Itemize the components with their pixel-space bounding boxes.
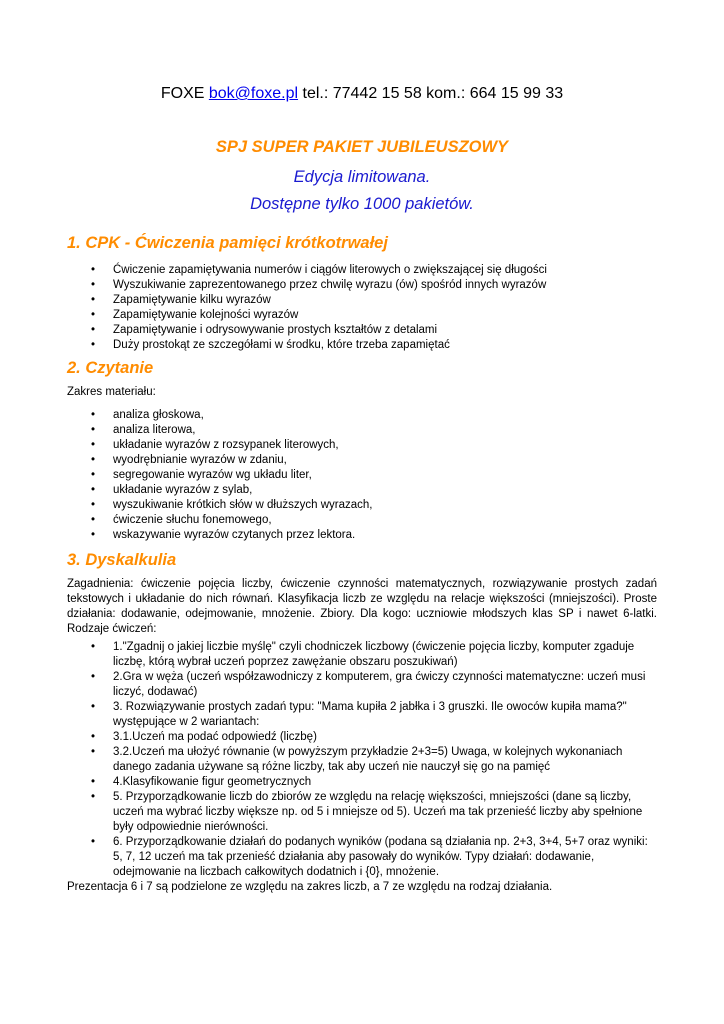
list-item: • Ćwiczenie zapamiętywania numerów i ciągów literowych o zwiększającej się długości — [67, 263, 657, 278]
list-item: • analiza głoskowa, — [67, 408, 657, 423]
list-item: • 4.Klasyfikowanie figur geometrycznych — [67, 775, 657, 790]
list-item: • 5. Przyporządkowanie liczb do zbiorów ze względu na relację większości, mniejszości (dane są liczby, uczeń ma wybrać liczby większe np. od 5 i mniejsze od 5). Uczeń ma tak przenieść liczby aby spełnione były odpowiednie nierówności. — [67, 790, 657, 835]
list-item: • Zapamiętywanie i odrysowywanie prostych kształtów z detalami — [67, 323, 657, 338]
list-item: • wyszukiwanie krótkich słów w dłuższych wyrazach, — [67, 498, 657, 513]
list-item: • wyodrębnianie wyrazów w zdaniu, — [67, 453, 657, 468]
list-item: • 6. Przyporządkowanie działań do podanych wyników (podana są działania np. 2+3, 3+4, 5+7 oraz wyniki: 5, 7, 12 uczeń ma tak przenieść działania aby pasowały do wyników. Typy działań: dodawanie, odejmowanie na liczbach całkowitych dodatnich i {0}, mnożenie. — [67, 835, 657, 880]
section-heading-cpk: 1. CPK - Ćwiczenia pamięci krótkotrwałej — [67, 234, 388, 252]
list-item: • układanie wyrazów z sylab, — [67, 483, 657, 498]
list-item: • 1."Zgadnij o jakiej liczbie myślę" czyli chodniczek liczbowy (ćwiczenie pojęcia liczby, komputer zgaduje liczbę, którą wybrał uczeń poprzez zawężanie obszaru poszukiwań) — [67, 640, 657, 670]
list-item: • Duży prostokąt ze szczegółami w środku, które trzeba zapamiętać — [67, 338, 657, 353]
section-list-dyskalkulia — [67, 640, 657, 880]
subtitle-availability: Dostępne tylko 1000 pakietów. — [250, 195, 474, 213]
section-heading-dyskalkulia: 3. Dyskalkulia — [67, 551, 177, 569]
list-item: • 3. Rozwiązywanie prostych zadań typu: "Mama kupiła 2 jabłka i 3 gruszki. Ile owoców kupiła mama?" występujące w 2 wariantach: — [67, 700, 657, 730]
list-item: • ćwiczenie słuchu fonemowego, — [67, 513, 657, 528]
list-item: • wskazywanie wyrazów czytanych przez lektora. — [67, 528, 657, 543]
list-item: • układanie wyrazów z rozsypanek literowych, — [67, 438, 657, 453]
list-item: • Wyszukiwanie zaprezentowanego przez chwilę wyrazu (ów) spośród innych wyrazów — [67, 278, 657, 293]
contact-header — [67, 84, 657, 104]
section-lead-dyskalkulia: Zagadnienia: ćwiczenie pojęcia liczby, ćwiczenie czynności matematycznych, rozwiązywanie prostych zadań tekstowych i układanie do nich równań. Klasyfikacja liczb ze względu na relacje większości (mniejszości). Proste działania: dodawanie, odejmowanie, mnożenie. Zbiory. Dla kogo: uczniowie młodszych klas SP i nawet 6-latki. Rodzaje ćwiczeń: — [67, 578, 657, 635]
list-item: • 3.2.Uczeń ma ułożyć równanie (w powyższym przykładzie 2+3=5) Uwaga, w kolejnych wykonaniach danego zadania używane są różne liczby, tak aby uczeń nie nauczył się go na pamięć — [67, 745, 657, 775]
phone-numbers: tel.: 77442 15 58 kom.: 664 15 99 33 — [302, 85, 564, 102]
list-item: • 2.Gra w węża (uczeń współzawodniczy z komputerem, gra ćwiczy czynności matematyczne: uczeń musi liczyć, dodawać) — [67, 670, 657, 700]
company-name: FOXE — [160, 85, 205, 102]
list-item: • 3.1.Uczeń ma podać odpowiedź (liczbę) — [67, 730, 657, 745]
subtitle-limited-edition: Edycja limitowana. — [293, 168, 431, 186]
email-link[interactable]: bok@foxe.pl — [208, 85, 299, 102]
section-heading-czytanie: 2. Czytanie — [67, 359, 154, 377]
list-item: • segregowanie wyrazów wg układu liter, — [67, 468, 657, 483]
document-title: SPJ SUPER PAKIET JUBILEUSZOWY — [215, 138, 509, 156]
list-item: • Zapamiętywanie kilku wyrazów — [67, 293, 657, 308]
section-lead-czytanie: Zakres materiału: — [67, 386, 156, 398]
section-list-czytanie — [67, 408, 657, 543]
section-list-cpk — [67, 263, 657, 353]
footer-note: Prezentacja 6 i 7 są podzielone ze względu na zakres liczb, a 7 ze względu na rodzaj działania. — [67, 881, 553, 893]
list-item: • analiza literowa, — [67, 423, 657, 438]
list-item: • Zapamiętywanie kolejności wyrazów — [67, 308, 657, 323]
